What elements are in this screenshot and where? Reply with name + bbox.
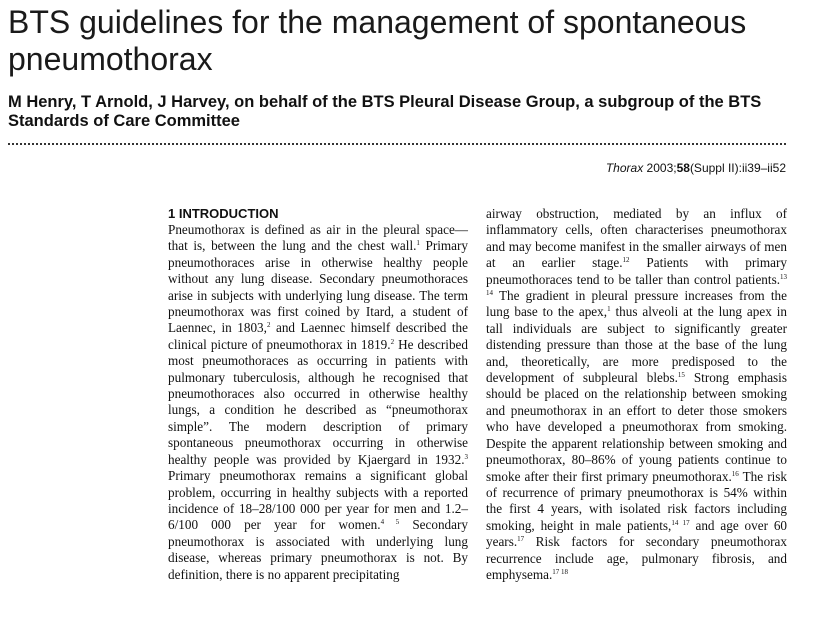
citation-year: 2003; [646, 161, 677, 175]
body-text: and Laennec himself described the clinical picture of pneumothorax in 1819. [168, 320, 468, 352]
body-text: Secondary pneumothorax is associated with underlying lung disease, whereas primary pneumothorax is not. By definition, there is no apparent precipitating [168, 517, 468, 582]
reference-marker: 12 [622, 256, 630, 265]
body-text: Pneumothorax is defined as air in the pleural space—that is, between the lung and the chest wall. [168, 222, 468, 254]
body-text: The risk of recurrence of primary pneumothorax is 54% within the first 4 years, with isolated risk factors including smoking, height in male patients, [486, 468, 788, 533]
reference-marker: 17 [517, 535, 525, 544]
citation-volume: 58 [676, 161, 690, 175]
journal-name: Thorax [605, 161, 644, 175]
body-text: and age over 60 years. [486, 517, 788, 550]
text-column-right [486, 206, 787, 583]
body-text: thus alveoli at the lung apex in tall individuals are subject to significantly greater distending pressure than those at the base of the lung and, theoretically, are more predisposed to the development of subpleural blebs. [486, 304, 787, 386]
dotted-divider [8, 143, 786, 145]
article-title: BTS guidelines for the management of spontaneous pneumothorax [8, 4, 747, 77]
body-text: Patients with primary pneumothoraces tend to be taller than control patients. [486, 255, 788, 287]
reference-marker: 17 18 [552, 567, 569, 576]
reference-marker: 1 [607, 305, 611, 314]
body-text: He described most pneumothoraces as occurring in patients with pulmonary tuberculosis, although he recognised that pneumothoraces also occurred in otherwise healthy lungs, a condition he described as “pneumothorax simple”. The modern description of primary spontaneous pneumothorax occurring in otherwise healthy people was provided by Kjaergard in 1932. [168, 336, 469, 467]
reference-marker: 15 [677, 371, 685, 380]
reference-marker: 4 5 [380, 518, 400, 527]
introduction-paragraph [168, 222, 468, 583]
body-text: The gradient in pleural pressure increases from the lung base to the apex, [486, 288, 787, 320]
reference-marker: 2 [390, 337, 395, 346]
reference-marker: 1 [416, 239, 420, 248]
body-text: Strong emphasis should be placed on the relationship between smoking and pneumothorax in an effort to deter those smokers who have developed a pneumothorax from smoking. Despite the apparent relationship between smoking and pneumothorax, 80–86% of young patients continue to smoke after their first primary pneumothorax. [486, 370, 787, 484]
body-text: Risk factors for secondary pneumothorax recurrence include age, pulmonary fibrosis, and emphysema. [486, 534, 787, 582]
reference-marker: 3 [464, 452, 468, 461]
citation-pages: (Suppl II):ii39–ii52 [689, 161, 786, 175]
journal-citation [606, 161, 786, 175]
body-text: Primary pneumothorax remains a significant global problem, occurring in healthy subjects with a reported incidence of 18–28/100 000 per year for men and 1.2–6/100 000 per year for women. [168, 468, 468, 533]
reference-marker: 14 17 [671, 518, 690, 527]
reference-marker: 16 [731, 469, 739, 478]
author-list: M Henry, T Arnold, J Harvey, on behalf of the BTS Pleural Disease Group, a subgroup of the BTS Standards of Care Committee [8, 93, 762, 130]
reference-marker: 2 [266, 321, 271, 330]
reference-marker: 13 14 [486, 272, 787, 298]
section-heading: 1 INTRODUCTION [168, 206, 279, 221]
body-text: Primary pneumothoraces arise in otherwise healthy people without any lung disease. Secondary pneumothoraces arise in subjects with underlying lung disease. The term pneumothorax was first coined by Itard, a student of Laennec, in 1803, [168, 238, 468, 336]
body-text: airway obstruction, mediated by an influx of inflammatory cells, often characterises pneumothorax and may become manifest in the smaller airways of men at an earlier stage. [486, 206, 787, 271]
continued-paragraph [486, 206, 787, 583]
text-column-left [168, 206, 468, 583]
